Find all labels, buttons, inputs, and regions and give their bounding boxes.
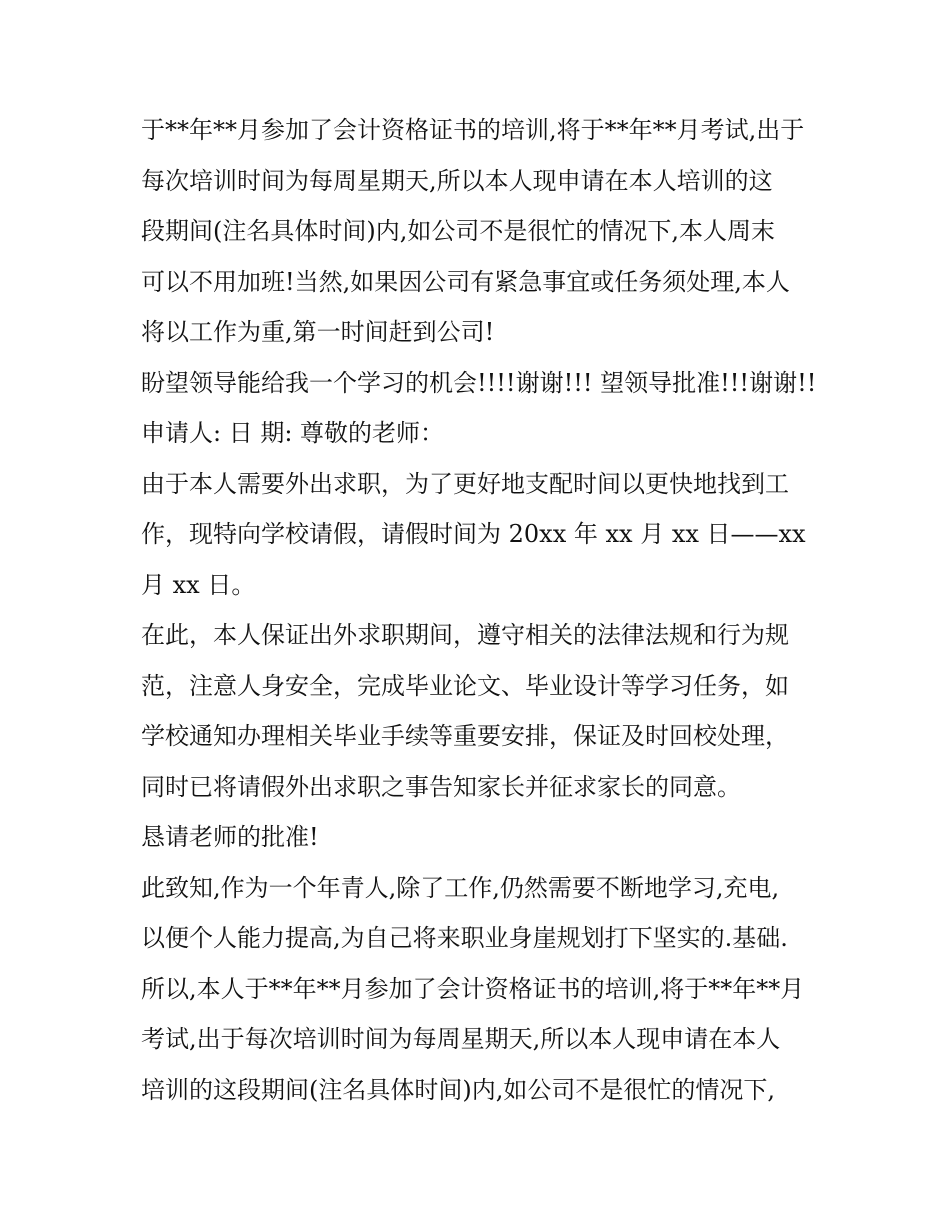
text-line-9: 作，现特向学校请假，请假时间为 20xx 年 xx 月 xx 日——xx — [141, 520, 806, 548]
text-line-6: 盼望领导能给我一个学习的机会!!!!谢谢!!! 望领导批准!!!谢谢!! — [141, 368, 817, 397]
text-line-1: 于**年**月参加了会计资格证书的培训,将于**年**月考试,出于 — [141, 116, 805, 144]
text-line-11: 在此，本人保证出外求职期间，遵守相关的法律法规和行为规 — [141, 621, 789, 649]
text-line-7: 申请人: 日 期: 尊敬的老师： — [141, 419, 445, 447]
text-line-8: 由于本人需要外出求职，为了更好地支配时间以更快地找到工 — [141, 469, 789, 498]
text-line-5: 将以工作为重,第一时间赶到公司! — [141, 318, 495, 346]
text-line-14: 同时已将请假外出求职之事告知家长并征求家长的同意。 — [141, 772, 741, 801]
text-line-12: 范，注意人身安全，完成毕业论文、毕业设计等学习任务，如 — [141, 671, 789, 700]
text-line-15: 恳请老师的批准! — [141, 823, 319, 851]
text-line-18: 所以,本人于**年**月参加了会计资格证书的培训,将于**年**月 — [141, 974, 805, 1003]
text-line-20: 培训的这段期间(注名具体时间)内,如公司不是很忙的情况下, — [141, 1075, 775, 1104]
text-line-2: 每次培训时间为每周星期天,所以本人现申请在本人培训的这 — [141, 166, 773, 195]
text-line-16: 此致知,作为一个年青人,除了工作,仍然需要不断地学习,充电, — [141, 873, 780, 902]
text-line-13: 学校通知办理相关毕业手续等重要安排，保证及时回校处理， — [141, 722, 789, 750]
text-line-19: 考试,出于每次培训时间为每周星期天,所以本人现申请在本人 — [141, 1025, 781, 1053]
text-line-4: 可以不用加班!当然,如果因公司有紧急事宜或任务须处理,本人 — [141, 267, 790, 296]
text-line-10: 月 xx 日。 — [141, 570, 256, 599]
text-line-17: 以便个人能力提高,为自己将来职业身崖规划打下坚实的.基础. — [141, 924, 788, 952]
document-body — [141, 105, 821, 1115]
text-line-3: 段期间(注名具体时间)内,如公司不是很忙的情况下,本人周末 — [141, 217, 775, 245]
